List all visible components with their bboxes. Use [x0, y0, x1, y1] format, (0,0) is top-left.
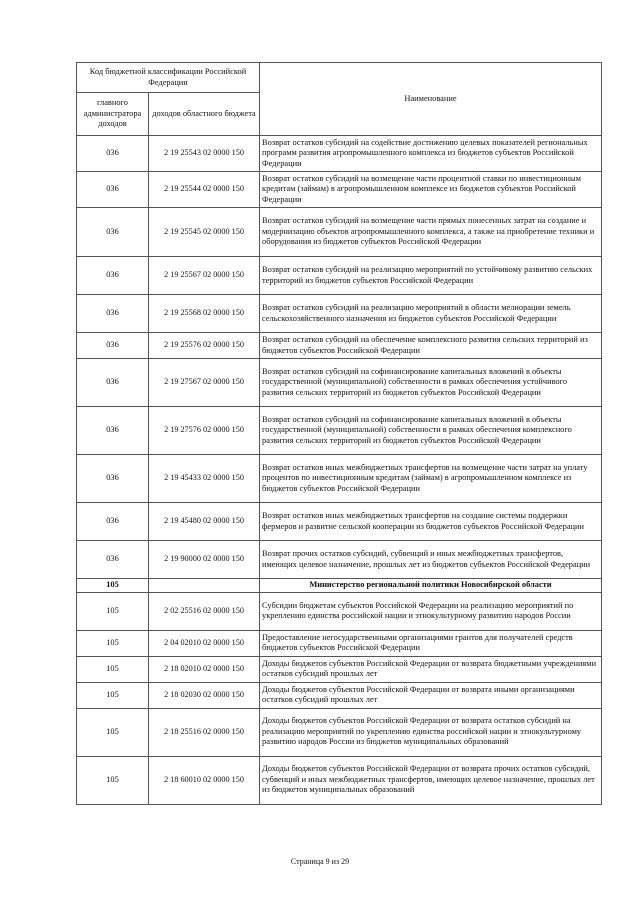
table-row	[77, 295, 602, 333]
name-cell: Возврат остатков субсидий на софинансирование капитальных вложений в объекты государственной (муниципальной) собственности в рамках обеспечения устойчивого развития сельских территорий из бюджетов субъектов Российской Федерации	[260, 359, 602, 407]
income-code-cell: 2 18 25516 02 0000 150	[149, 708, 260, 756]
header-code-group: Код бюджетной классификации Российской Федерации	[77, 63, 260, 93]
admin-code-cell: 036	[77, 407, 149, 455]
table-row	[77, 592, 602, 630]
name-cell: Возврат остатков субсидий на софинансирование капитальных вложений в объекты государственной (муниципальной) собственности в рамках обеспечения комплексного развития сельских территорий из бюджетов субъектов Российской Федерации	[260, 407, 602, 455]
table-row	[77, 359, 602, 407]
income-code-cell: 2 04 02010 02 0000 150	[149, 630, 260, 656]
admin-code-cell: 036	[77, 541, 149, 579]
admin-code-cell: 036	[77, 172, 149, 208]
name-cell: Министерство региональной политики Новосибирской области	[260, 579, 602, 593]
name-cell: Возврат остатков субсидий на возмещение части прямых понесенных затрат на создание и модернизацию объектов агропромышленного комплекса, а также на приобретение техники и оборудования из бюджетов субъектов Российской Федерации	[260, 208, 602, 257]
admin-code-cell: 036	[77, 136, 149, 172]
table-row	[77, 656, 602, 682]
admin-code-cell: 036	[77, 295, 149, 333]
table-row	[77, 333, 602, 359]
header-admin: главного администратора доходов	[77, 93, 149, 136]
header-income: доходов областного бюджета	[149, 93, 260, 136]
income-code-cell: 2 19 90000 02 0000 150	[149, 541, 260, 579]
admin-code-cell: 036	[77, 257, 149, 295]
admin-code-cell: 036	[77, 503, 149, 541]
name-cell: Предоставление негосударственными организациями грантов для получателей средств бюджетов субъектов Российской Федерации	[260, 630, 602, 656]
table-row	[77, 136, 602, 172]
table-row	[77, 407, 602, 455]
name-cell: Возврат остатков иных межбюджетных трансфертов на возмещение части затрат на уплату процентов по инвестиционным кредитам (займам) в агропромышленном комплексе из бюджетов субъектов Российской Федерации	[260, 455, 602, 503]
income-code-cell: 2 19 25545 02 0000 150	[149, 208, 260, 257]
admin-code-cell: 105	[77, 682, 149, 708]
table-row	[77, 455, 602, 503]
income-code-cell: 2 19 25544 02 0000 150	[149, 172, 260, 208]
section-row	[77, 579, 602, 593]
income-code-cell: 2 19 45433 02 0000 150	[149, 455, 260, 503]
income-code-cell: 2 19 27576 02 0000 150	[149, 407, 260, 455]
table-row	[77, 682, 602, 708]
admin-code-cell: 105	[77, 592, 149, 630]
income-code-cell	[149, 579, 260, 593]
table-row	[77, 172, 602, 208]
income-code-cell: 2 19 25567 02 0000 150	[149, 257, 260, 295]
budget-classification-table	[76, 62, 602, 805]
income-code-cell: 2 19 25543 02 0000 150	[149, 136, 260, 172]
table-header	[77, 63, 602, 136]
name-cell: Возврат остатков субсидий на возмещение части процентной ставки по инвестиционным кредитам (займам) в агропромышленном комплексе из бюджетов субъектов Российской Федерации	[260, 172, 602, 208]
admin-code-cell: 036	[77, 359, 149, 407]
income-code-cell: 2 19 25576 02 0000 150	[149, 333, 260, 359]
name-cell: Возврат остатков субсидий на реализацию мероприятий по устойчивому развитию сельских территорий из бюджетов субъектов Российской Федерации	[260, 257, 602, 295]
income-code-cell: 2 18 60010 02 0000 150	[149, 756, 260, 804]
admin-code-cell: 036	[77, 455, 149, 503]
name-cell: Возврат остатков субсидий на реализацию мероприятий в области мелиорации земель сельскохозяйственного назначения из бюджетов субъектов Российской Федерации	[260, 295, 602, 333]
name-cell: Субсидии бюджетам субъектов Российской Федерации на реализацию мероприятий по укреплению единства российской нации и этнокультурному развитию народов России	[260, 592, 602, 630]
admin-code-cell: 105	[77, 630, 149, 656]
table-row	[77, 756, 602, 804]
income-code-cell: 2 18 02010 02 0000 150	[149, 656, 260, 682]
admin-code-cell: 105	[77, 656, 149, 682]
table-body	[77, 136, 602, 805]
income-code-cell: 2 19 45480 02 0000 150	[149, 503, 260, 541]
table-row	[77, 708, 602, 756]
name-cell: Доходы бюджетов субъектов Российской Федерации от возврата остатков субсидий на реализацию мероприятий по укреплению единства российской нации и этнокультурному развитию народов России из бюджетов муниципальных образований	[260, 708, 602, 756]
admin-code-cell: 105	[77, 756, 149, 804]
table-row	[77, 503, 602, 541]
table-row	[77, 257, 602, 295]
table-row	[77, 208, 602, 257]
income-code-cell: 2 18 02030 02 0000 150	[149, 682, 260, 708]
admin-code-cell: 105	[77, 708, 149, 756]
admin-code-cell: 105	[77, 579, 149, 593]
admin-code-cell: 036	[77, 208, 149, 257]
name-cell: Доходы бюджетов субъектов Российской Федерации от возврата иными организациями остатков субсидий прошлых лет	[260, 682, 602, 708]
admin-code-cell: 036	[77, 333, 149, 359]
income-code-cell: 2 19 25568 02 0000 150	[149, 295, 260, 333]
table-row	[77, 541, 602, 579]
income-code-cell: 2 19 27567 02 0000 150	[149, 359, 260, 407]
table-row	[77, 630, 602, 656]
header-name: Наименование	[260, 63, 602, 136]
name-cell: Возврат остатков субсидий на содействие достижению целевых показателей региональных программ развития агропромышленного комплекса из бюджетов субъектов Российской Федерации	[260, 136, 602, 172]
income-code-cell: 2 02 25516 02 0000 150	[149, 592, 260, 630]
name-cell: Возврат остатков иных межбюджетных трансфертов на создание системы поддержки фермеров и развитие сельской кооперации из бюджетов субъектов Российской Федерации	[260, 503, 602, 541]
name-cell: Возврат остатков субсидий на обеспечение комплексного развития сельских территорий из бюджетов субъектов Российской Федерации	[260, 333, 602, 359]
name-cell: Доходы бюджетов субъектов Российской Федерации от возврата бюджетными учреждениями остатков субсидий прошлых лет	[260, 656, 602, 682]
name-cell: Доходы бюджетов субъектов Российской Федерации от возврата прочих остатков субсидий, субвенций и иных межбюджетных трансфертов, имеющих целевое назначение, прошлых лет из бюджетов муниципальных образований	[260, 756, 602, 804]
page-number: Страница 9 из 29	[290, 857, 350, 866]
name-cell: Возврат прочих остатков субсидий, субвенций и иных межбюджетных трансфертов, имеющих целевое назначение, прошлых лет из бюджетов субъектов Российской Федерации	[260, 541, 602, 579]
